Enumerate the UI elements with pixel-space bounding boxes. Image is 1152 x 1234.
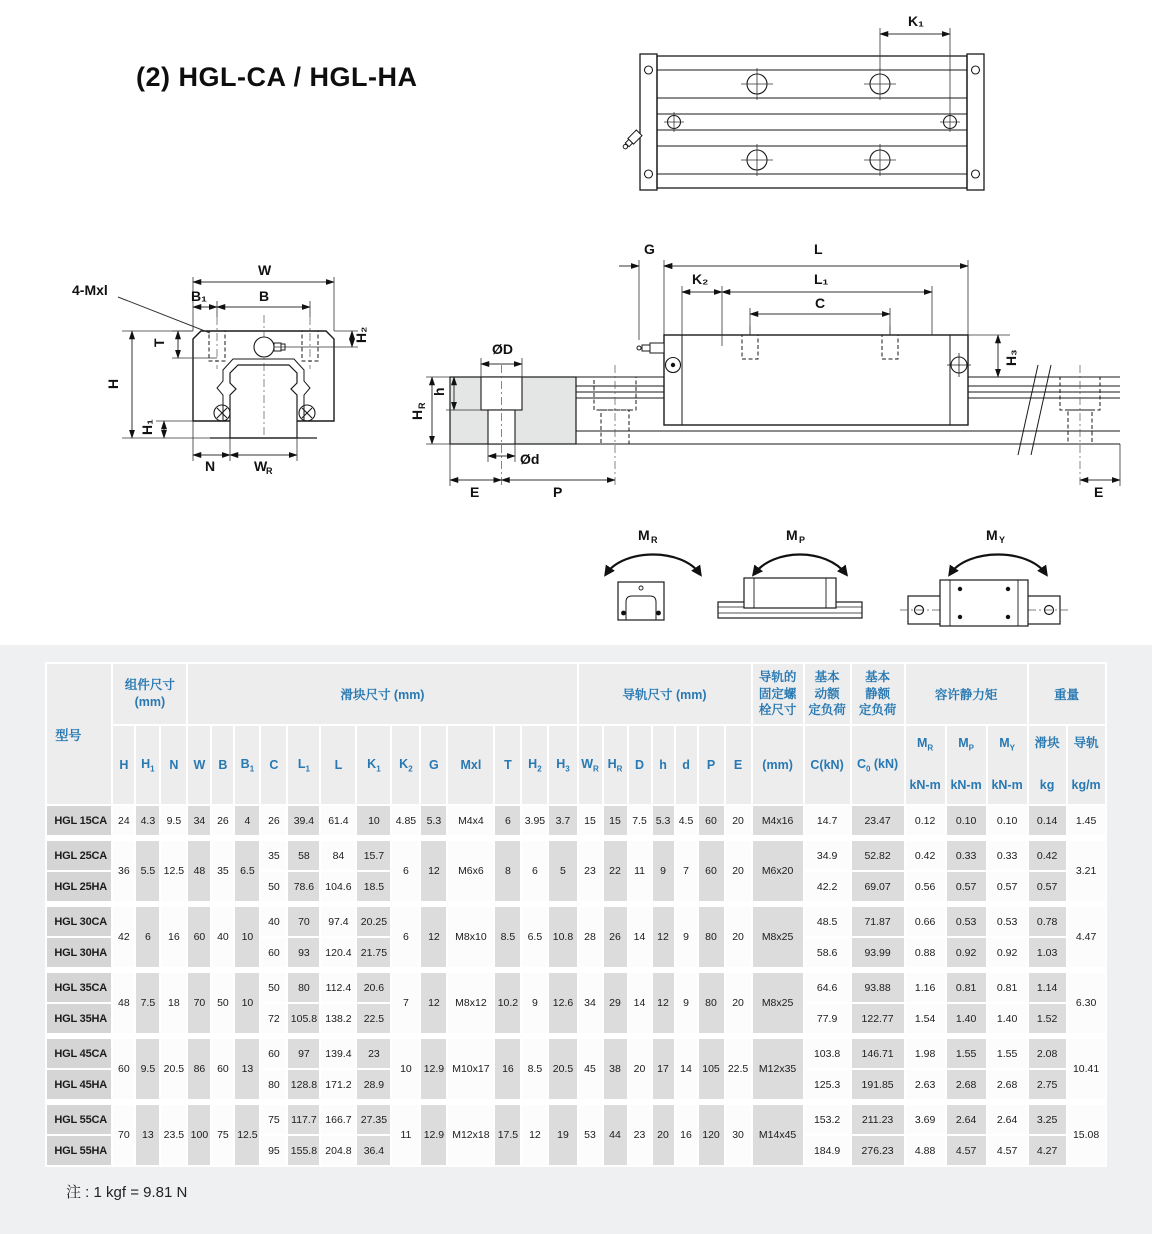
moment-label-mr-sub: R <box>651 535 658 545</box>
table-row: HGL 35HA 72 105.8 138.2 22.5 77.9 122.77 1.54 1.40 1.40 1.52 <box>47 1004 1104 1033</box>
group-header-bolt: 导轨的 固定螺 栓尺寸 <box>753 664 803 724</box>
dim-label-l1: L₁ <box>814 271 829 287</box>
model-cell: HGL 15CA <box>47 806 111 835</box>
dim-label-hr: H <box>409 409 425 420</box>
col-header-B: B <box>212 726 233 804</box>
footnote: 注 : 1 kgf = 9.81 N <box>66 1184 188 1201</box>
dim-label-w: W <box>258 262 272 278</box>
col-header-MY: $M_Y$ kN-m <box>988 726 1027 804</box>
dim-label-t: T <box>151 338 167 347</box>
col-header-weight-rail: 导轨 kg/m <box>1068 726 1105 804</box>
side-view-drawing <box>409 234 1128 508</box>
table-row: HGL 25CA 36 5.5 12.5 48 35 6.5 35 58 84 15.7 6 12 M6x6 8 6 5 23 22 11 9 7 60 20 M6x20 34.9 52.82 0.42 0.33 0.33 0.42 3.21 <box>47 841 1104 870</box>
moment-label-mr: M <box>638 527 650 543</box>
table-row: HGL 45CA 60 9.5 20.5 86 60 13 60 97 139.4 23 10 12.9 M10x17 16 8.5 20.5 45 38 20 17 14 105 22.5 M12x35 103.8 146.71 1.98 1.55 1.55 2.08 10.41 <box>47 1039 1104 1068</box>
table-section <box>0 645 1152 1234</box>
col-header-H3: $H_3$ <box>549 726 576 804</box>
dim-label-g: G <box>644 241 655 257</box>
col-header-L1: $L_1$ <box>288 726 319 804</box>
moment-label-mp-sub: P <box>799 535 806 545</box>
col-header-bolt: (mm) <box>753 726 803 804</box>
col-header-C: C <box>261 726 286 804</box>
table-row: HGL 45HA 80 128.8 171.2 28.9 125.3 191.85 2.63 2.68 2.68 2.75 <box>47 1070 1104 1099</box>
col-header-T: T <box>495 726 520 804</box>
col-header-H2: $H_2$ <box>522 726 547 804</box>
model-cell: HGL 30HA <box>47 938 111 967</box>
table-row: HGL 30CA 42 6 16 60 40 10 40 70 97.4 20.25 6 12 M8x10 8.5 6.5 10.8 28 26 14 12 9 80 20 M8x25 48.5 71.87 0.66 0.53 0.53 0.78 4.47 <box>47 907 1104 936</box>
col-header-K2: $K_2$ <box>392 726 419 804</box>
dim-label-h-small: h <box>431 387 447 396</box>
page-title: (2) HGL-CA / HGL-HA <box>136 62 418 92</box>
table-row: HGL 55CA 70 13 23.5 100 75 12.5 75 117.7 166.7 27.35 11 12.9 M12x18 17.5 12 19 53 44 23 20 16 120 30 M14x45 153.2 211.23 3.69 2.64 2.64 3.25 15.08 <box>47 1105 1104 1134</box>
dim-label-b: B <box>259 288 270 304</box>
moment-diagrams <box>578 516 1123 642</box>
dim-label-p: P <box>553 484 563 500</box>
col-header-model: 型号 <box>47 664 111 804</box>
col-header-E: E <box>726 726 751 804</box>
model-cell: HGL 35CA <box>47 973 111 1002</box>
col-header-Mxl: Mxl <box>448 726 493 804</box>
dim-label-l: L <box>814 241 823 257</box>
front-view-drawing <box>60 255 395 510</box>
table-row: HGL 25HA 50 78.6 104.6 18.5 42.2 69.07 0.56 0.57 0.57 0.57 <box>47 872 1104 901</box>
group-header-assembly: 组件尺寸 (mm) <box>113 664 186 724</box>
table-row: HGL 30HA 60 93 120.4 21.75 58.6 93.99 0.88 0.92 0.92 1.03 <box>47 938 1104 967</box>
dim-label-h2: H₂ <box>353 326 369 343</box>
dim-label-k1: K₁ <box>908 13 924 29</box>
spec-table <box>45 662 1106 1167</box>
model-cell: HGL 25HA <box>47 872 111 901</box>
dim-label-k2: K₂ <box>692 271 709 287</box>
col-header-C-dyn: C(kN) <box>805 726 850 804</box>
dim-label-h3: H₃ <box>1003 349 1019 366</box>
col-header-D: D <box>629 726 651 804</box>
moment-label-my-sub: Y <box>999 535 1006 545</box>
col-header-L: L <box>321 726 355 804</box>
col-header-d: d <box>676 726 697 804</box>
col-header-C0: $C_0$ (kN) <box>852 726 904 804</box>
col-header-HR: $H_R$ <box>604 726 627 804</box>
group-header-dynamic-load: 基本 动额 定负荷 <box>805 664 850 724</box>
dim-label-n: N <box>205 458 216 474</box>
group-header-rail: 导轨尺寸 (mm) <box>579 664 751 724</box>
dim-label-mxl: 4-Mxl <box>72 282 108 298</box>
model-cell: HGL 55CA <box>47 1105 111 1134</box>
group-separator <box>47 903 1104 905</box>
top-view-drawing <box>622 14 1012 210</box>
col-header-h: h <box>653 726 674 804</box>
group-header-moment: 容许静力矩 <box>906 664 1027 724</box>
col-header-WR: $W_R$ <box>579 726 602 804</box>
col-header-H: H <box>113 726 134 804</box>
dim-label-wr-sub: R <box>266 466 273 476</box>
model-cell: HGL 25CA <box>47 841 111 870</box>
group-separator <box>47 1035 1104 1037</box>
group-separator <box>47 1101 1104 1103</box>
table-row: HGL 35CA 48 7.5 18 70 50 10 50 80 112.4 20.6 7 12 M8x12 10.2 9 12.6 34 29 14 12 9 80 20 M8x25 64.6 93.88 1.16 0.81 0.81 1.14 6.30 <box>47 973 1104 1002</box>
dim-label-h1: H₁ <box>139 419 155 435</box>
moment-label-mp: M <box>786 527 798 543</box>
col-header-N: N <box>161 726 186 804</box>
group-separator <box>47 969 1104 971</box>
table-row: HGL 55HA 95 155.8 204.8 36.4 184.9 276.23 4.88 4.57 4.57 4.27 <box>47 1136 1104 1165</box>
col-header-MR: $M_R$ kN-m <box>906 726 945 804</box>
dim-label-e2: E <box>1094 484 1104 500</box>
dim-label-e1: E <box>470 484 480 500</box>
col-header-B1: $B_1$ <box>235 726 259 804</box>
dim-label-c: C <box>815 295 826 311</box>
model-cell: HGL 30CA <box>47 907 111 936</box>
moment-label-my: M <box>986 527 998 543</box>
dim-label-h: H <box>105 378 121 389</box>
col-header-G: G <box>421 726 446 804</box>
group-separator <box>47 837 1104 839</box>
model-cell: HGL 35HA <box>47 1004 111 1033</box>
group-header-block: 滑块尺寸 (mm) <box>188 664 576 724</box>
dim-label-b1: B₁ <box>191 288 207 304</box>
col-header-K1: $K_1$ <box>357 726 390 804</box>
model-cell: HGL 55HA <box>47 1136 111 1165</box>
dim-label-od: ØD <box>492 341 513 357</box>
col-header-H1: $H_1$ <box>136 726 159 804</box>
dim-label-hr-sub: R <box>417 402 427 409</box>
group-header-weight: 重量 <box>1029 664 1105 724</box>
dim-label-wr: W <box>254 458 268 474</box>
group-header-static-load: 基本 静额 定负荷 <box>852 664 904 724</box>
col-header-P: P <box>699 726 724 804</box>
table-row: HGL 15CA 24 4.3 9.5 34 26 4 26 39.4 61.4 10 4.85 5.3 M4x4 6 3.95 3.7 15 15 7.5 5.3 4.5 60 20 M4x16 14.7 23.47 0.12 0.10 0.10 0.14 1.45 <box>47 806 1104 835</box>
col-header-weight-block: 滑块 kg <box>1029 726 1066 804</box>
col-header-W: W <box>188 726 210 804</box>
dim-label-od2: Ød <box>520 451 540 467</box>
col-header-MP: $M_P$ kN-m <box>947 726 986 804</box>
model-cell: HGL 45HA <box>47 1070 111 1099</box>
model-cell: HGL 45CA <box>47 1039 111 1068</box>
